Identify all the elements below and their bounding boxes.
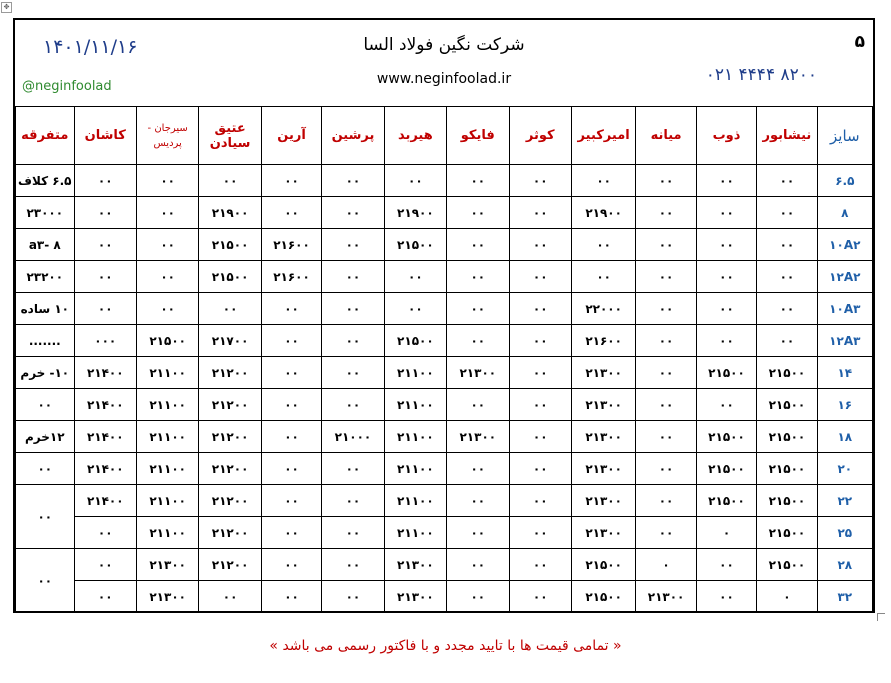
price-cell: ۰۰ — [509, 165, 571, 197]
price-cell: ۰۰ — [447, 549, 509, 581]
price-cell: ۰۰ — [636, 517, 696, 549]
column-header: هیربد — [384, 107, 446, 165]
price-cell: ۰۰ — [509, 421, 571, 453]
price-cell: ۰۰ — [636, 389, 696, 421]
price-cell: ۰۰ — [261, 485, 321, 517]
price-cell: ۲۱۵۰۰ — [199, 261, 261, 293]
price-cell: ۰۰ — [509, 517, 571, 549]
price-cell: ۰۰ — [696, 325, 756, 357]
price-cell: ۲۱۳۰۰ — [384, 549, 446, 581]
price-cell: ۰۰ — [261, 517, 321, 549]
price-cell: ۰۰ — [261, 357, 321, 389]
price-cell: ۲۱۳۰۰ — [136, 549, 198, 581]
price-cell: ۰۰ — [136, 197, 198, 229]
misc-cell: ۱۲خرم — [16, 421, 75, 453]
price-cell: ۰۰ — [447, 453, 509, 485]
price-cell: ۰۰ — [509, 229, 571, 261]
price-cell: ۲۱۳۰۰ — [571, 357, 635, 389]
price-cell: ۰۰ — [261, 581, 321, 613]
table-row — [16, 453, 873, 485]
price-cell: ۰۰ — [199, 165, 261, 197]
price-cell: ۰۰ — [636, 357, 696, 389]
price-cell: ۲۱۵۰۰ — [757, 517, 817, 549]
price-cell: ۰۰ — [74, 229, 136, 261]
price-cell: ۲۱۳۰۰ — [571, 517, 635, 549]
price-cell: ۰۰ — [696, 549, 756, 581]
price-cell: ۲۱۵۰۰ — [757, 357, 817, 389]
size-cell: ۱۶ — [817, 389, 872, 421]
price-cell: ۰۰ — [322, 389, 384, 421]
price-cell: ۰۰ — [74, 581, 136, 613]
column-header: نیشابور — [757, 107, 817, 165]
price-cell: ۰۰ — [509, 261, 571, 293]
price-cell: ۲۱۴۰۰ — [74, 357, 136, 389]
price-cell: ۲۱۲۰۰ — [199, 485, 261, 517]
price-cell: ۰۰ — [509, 581, 571, 613]
price-cell: ۰۰ — [509, 293, 571, 325]
misc-cell: ۶.۵ کلاف — [16, 165, 75, 197]
column-header: کوثر — [509, 107, 571, 165]
price-cell: ۰۰ — [509, 197, 571, 229]
price-cell: ۰۰ — [636, 325, 696, 357]
page-number: ۵ — [854, 32, 865, 52]
price-cell: ۲۱۱۰۰ — [384, 421, 446, 453]
price-cell: ۰۰ — [384, 261, 446, 293]
price-cell: ۲۱۶۰۰ — [261, 261, 321, 293]
size-cell: ۱۸ — [817, 421, 872, 453]
price-cell: ۰۰ — [509, 389, 571, 421]
price-cell: ۰۰ — [509, 357, 571, 389]
price-cell: ۲۱۶۰۰ — [571, 325, 635, 357]
price-cell: ۲۱۴۰۰ — [74, 389, 136, 421]
column-header: عتیق سیادن — [199, 107, 261, 165]
price-cell: ۰۰ — [74, 197, 136, 229]
price-cell: ۰۰ — [509, 325, 571, 357]
price-cell: ۲۱۱۰۰ — [384, 357, 446, 389]
table-row — [16, 261, 873, 293]
price-cell: ۰۰۰ — [74, 325, 136, 357]
price-cell: ۰ — [696, 517, 756, 549]
size-cell: ۶.۵ — [817, 165, 872, 197]
price-cell: ۲۱۴۰۰ — [74, 421, 136, 453]
price-cell: ۰۰ — [384, 293, 446, 325]
price-cell: ۰۰ — [74, 261, 136, 293]
column-header: متفرقه — [16, 107, 75, 165]
price-cell: ۲۱۶۰۰ — [261, 229, 321, 261]
table-row — [16, 293, 873, 325]
price-cell: ۰۰ — [447, 325, 509, 357]
price-cell: ۰۰ — [322, 229, 384, 261]
price-cell: ۰۰ — [261, 293, 321, 325]
price-cell: ۰۰ — [199, 581, 261, 613]
price-cell: ۲۱۹۰۰ — [571, 197, 635, 229]
date-label: ۱۴۰۱/۱۱/۱۶ — [43, 36, 138, 58]
price-cell: ۰۰ — [636, 293, 696, 325]
price-cell: ۲۱۳۰۰ — [384, 581, 446, 613]
table-row — [16, 421, 873, 453]
column-header: فایکو — [447, 107, 509, 165]
price-cell: ۰۰ — [757, 229, 817, 261]
price-cell: ۲۱۱۰۰ — [136, 357, 198, 389]
table-row — [16, 325, 873, 357]
price-cell: ۲۱۲۰۰ — [199, 357, 261, 389]
price-cell: ۰۰ — [136, 229, 198, 261]
price-cell: ۲۱۱۰۰ — [136, 485, 198, 517]
price-cell: ۰۰ — [322, 581, 384, 613]
column-header-size: سایز — [817, 107, 872, 165]
price-cell: ۲۱۱۰۰ — [384, 453, 446, 485]
table-row — [16, 165, 873, 197]
price-cell: ۲۱۹۰۰ — [384, 197, 446, 229]
price-table — [15, 106, 873, 613]
price-cell: ۲۱۱۰۰ — [136, 421, 198, 453]
price-cell: ۰۰ — [447, 581, 509, 613]
price-cell: ۰۰ — [636, 453, 696, 485]
price-cell: ۰۰ — [571, 165, 635, 197]
price-cell: ۰۰ — [261, 549, 321, 581]
price-sheet — [13, 18, 875, 613]
price-cell: ۲۱۵۰۰ — [696, 421, 756, 453]
column-header: کاشان — [74, 107, 136, 165]
price-cell: ۲۱۵۰۰ — [136, 325, 198, 357]
price-cell: ۰۰ — [261, 165, 321, 197]
price-cell: ۲۱۷۰۰ — [199, 325, 261, 357]
price-cell: ۰۰ — [509, 485, 571, 517]
price-cell: ۰۰ — [74, 549, 136, 581]
price-cell: ۰۰ — [199, 293, 261, 325]
header-row — [16, 107, 873, 165]
price-cell: ۰۰ — [636, 485, 696, 517]
size-cell: ۲۲ — [817, 485, 872, 517]
price-cell: ۰۰ — [136, 165, 198, 197]
price-cell: ۰۰ — [696, 165, 756, 197]
table-move-handle-icon[interactable]: ✥ — [1, 2, 12, 13]
price-cell: ۰ — [636, 549, 696, 581]
price-cell: ۰۰ — [136, 293, 198, 325]
price-cell: ۰۰ — [322, 165, 384, 197]
price-cell: ۰۰ — [636, 421, 696, 453]
price-cell: ۲۱۱۰۰ — [136, 517, 198, 549]
price-cell: ۰۰ — [384, 165, 446, 197]
size-cell: ۲۸ — [817, 549, 872, 581]
price-cell: ۰۰ — [322, 485, 384, 517]
price-cell: ۲۱۵۰۰ — [757, 421, 817, 453]
table-row — [16, 389, 873, 421]
price-cell: ۲۱۵۰۰ — [384, 229, 446, 261]
price-cell: ۲۱۵۰۰ — [757, 549, 817, 581]
price-cell: ۲۱۲۰۰ — [199, 421, 261, 453]
table-row — [16, 357, 873, 389]
column-header: آرین — [261, 107, 321, 165]
price-cell: ۰۰ — [636, 165, 696, 197]
column-header: سیرجان - پردیس — [136, 107, 198, 165]
price-cell: ۰۰ — [447, 517, 509, 549]
price-cell: ۲۱۵۰۰ — [757, 485, 817, 517]
price-cell: ۲۱۳۰۰ — [571, 485, 635, 517]
price-cell: ۰۰ — [322, 453, 384, 485]
size-cell: ۱۴ — [817, 357, 872, 389]
price-cell: ۰۰ — [509, 549, 571, 581]
price-cell: ۲۱۴۰۰ — [74, 485, 136, 517]
price-cell: ۰۰ — [757, 261, 817, 293]
price-cell: ۰۰ — [322, 197, 384, 229]
column-header: پرشین — [322, 107, 384, 165]
price-cell: ۲۱۳۰۰ — [571, 389, 635, 421]
size-cell: ۲۰ — [817, 453, 872, 485]
price-cell: ۰۰ — [636, 261, 696, 293]
misc-cell: ۰۰ — [16, 549, 75, 613]
price-cell: ۲۱۵۰۰ — [757, 453, 817, 485]
price-cell: ۰۰ — [696, 389, 756, 421]
price-cell: ۰۰ — [322, 357, 384, 389]
price-cell: ۰۰ — [447, 229, 509, 261]
price-cell: ۰۰ — [757, 165, 817, 197]
phone-number: ۰۲۱ ۴۴۴۴ ۸۲۰۰ — [705, 65, 817, 85]
misc-cell: ۲۳۲۰۰ — [16, 261, 75, 293]
price-cell: ۲۱۳۰۰ — [636, 581, 696, 613]
misc-cell: ۸ -a۳ — [16, 229, 75, 261]
size-cell: ۱۰A۲ — [817, 229, 872, 261]
price-cell: ۰۰ — [322, 261, 384, 293]
price-cell: ۰۰ — [757, 197, 817, 229]
price-cell: ۰۰ — [74, 165, 136, 197]
price-cell: ۰۰ — [447, 165, 509, 197]
price-cell: ۰۰ — [74, 517, 136, 549]
price-cell: ۰۰ — [696, 197, 756, 229]
price-cell: ۲۱۱۰۰ — [136, 389, 198, 421]
price-cell: ۲۱۵۰۰ — [757, 389, 817, 421]
price-cell: ۰۰ — [261, 421, 321, 453]
misc-cell: ۰۰ — [16, 453, 75, 485]
price-cell: ۰۰ — [696, 581, 756, 613]
price-cell: ۰۰ — [757, 293, 817, 325]
price-cell: ۰۰ — [261, 453, 321, 485]
column-header: امیرکبیر — [571, 107, 635, 165]
size-cell: ۱۰A۳ — [817, 293, 872, 325]
price-cell: ۰۰ — [74, 293, 136, 325]
price-cell: ۰۰ — [322, 293, 384, 325]
table-row — [16, 581, 873, 613]
price-cell: ۲۱۱۰۰ — [384, 485, 446, 517]
price-cell: ۲۱۳۰۰ — [136, 581, 198, 613]
price-cell: ۲۱۰۰۰ — [322, 421, 384, 453]
price-cell: ۰۰ — [509, 453, 571, 485]
column-header: ذوب — [696, 107, 756, 165]
size-cell: ۲۵ — [817, 517, 872, 549]
price-cell: ۲۱۵۰۰ — [696, 485, 756, 517]
price-cell: ۲۱۵۰۰ — [199, 229, 261, 261]
misc-cell: ....... — [16, 325, 75, 357]
price-cell: ۰۰ — [261, 389, 321, 421]
price-cell: ۲۱۳۰۰ — [571, 421, 635, 453]
price-cell: ۰۰ — [447, 389, 509, 421]
misc-cell: ۱۰ ساده — [16, 293, 75, 325]
table-row — [16, 485, 873, 517]
misc-cell: ۱۰- خرم — [16, 357, 75, 389]
size-cell: ۱۲A۳ — [817, 325, 872, 357]
footer-note: « تمامی قیمت ها با تایید مجدد و با فاکتور رسمی می باشد » — [269, 638, 622, 654]
misc-cell: ۰۰ — [16, 485, 75, 549]
misc-cell: ۰۰ — [16, 389, 75, 421]
table-row — [16, 517, 873, 549]
price-cell: ۰۰ — [571, 229, 635, 261]
price-cell: ۰۰ — [636, 197, 696, 229]
sheet-header — [15, 20, 873, 106]
price-cell: ۲۱۴۰۰ — [74, 453, 136, 485]
size-cell: ۳۲ — [817, 581, 872, 613]
price-cell: ۰۰ — [322, 325, 384, 357]
price-cell: ۲۱۵۰۰ — [571, 581, 635, 613]
price-cell: ۰۰ — [136, 261, 198, 293]
price-cell: ۲۱۳۰۰ — [447, 357, 509, 389]
price-cell: ۲۱۱۰۰ — [384, 517, 446, 549]
size-cell: ۱۲A۲ — [817, 261, 872, 293]
price-cell: ۲۲۰۰۰ — [571, 293, 635, 325]
table-row — [16, 229, 873, 261]
column-header: میانه — [636, 107, 696, 165]
price-cell: ۰۰ — [447, 485, 509, 517]
price-cell: ۲۱۳۰۰ — [447, 421, 509, 453]
price-cell: ۰۰ — [261, 325, 321, 357]
price-cell: ۲۱۱۰۰ — [384, 389, 446, 421]
price-cell: ۰۰ — [636, 229, 696, 261]
price-cell: ۰۰ — [757, 325, 817, 357]
price-cell: ۲۱۹۰۰ — [199, 197, 261, 229]
price-cell: ۲۱۵۰۰ — [696, 453, 756, 485]
price-cell: ۰۰ — [322, 517, 384, 549]
price-cell: ۲۱۱۰۰ — [136, 453, 198, 485]
price-cell: ۲۱۲۰۰ — [199, 389, 261, 421]
price-cell: ۰۰ — [261, 197, 321, 229]
price-cell: ۰۰ — [447, 261, 509, 293]
price-cell: ۰۰ — [447, 197, 509, 229]
price-cell: ۰۰ — [696, 261, 756, 293]
price-cell: ۰۰ — [696, 229, 756, 261]
table-row — [16, 197, 873, 229]
price-cell: ۲۱۲۰۰ — [199, 549, 261, 581]
price-cell: ۰۰ — [571, 261, 635, 293]
price-cell: ۲۱۵۰۰ — [384, 325, 446, 357]
size-cell: ۸ — [817, 197, 872, 229]
price-cell: ۲۱۲۰۰ — [199, 517, 261, 549]
website-url: www.neginfoolad.ir — [376, 71, 512, 87]
table-row — [16, 549, 873, 581]
price-cell: ۲۱۲۰۰ — [199, 453, 261, 485]
misc-cell: ۲۳۰۰۰ — [16, 197, 75, 229]
page-corner-mark — [877, 613, 885, 621]
price-cell: ۰ — [757, 581, 817, 613]
price-cell: ۰۰ — [447, 293, 509, 325]
price-cell: ۲۱۳۰۰ — [571, 453, 635, 485]
company-name: شرکت نگین فولاد السا — [363, 35, 525, 55]
price-cell: ۲۱۵۰۰ — [696, 357, 756, 389]
instagram-handle: @neginfoolad — [22, 79, 112, 94]
price-cell: ۰۰ — [696, 293, 756, 325]
price-cell: ۲۱۵۰۰ — [571, 549, 635, 581]
price-cell: ۰۰ — [322, 549, 384, 581]
